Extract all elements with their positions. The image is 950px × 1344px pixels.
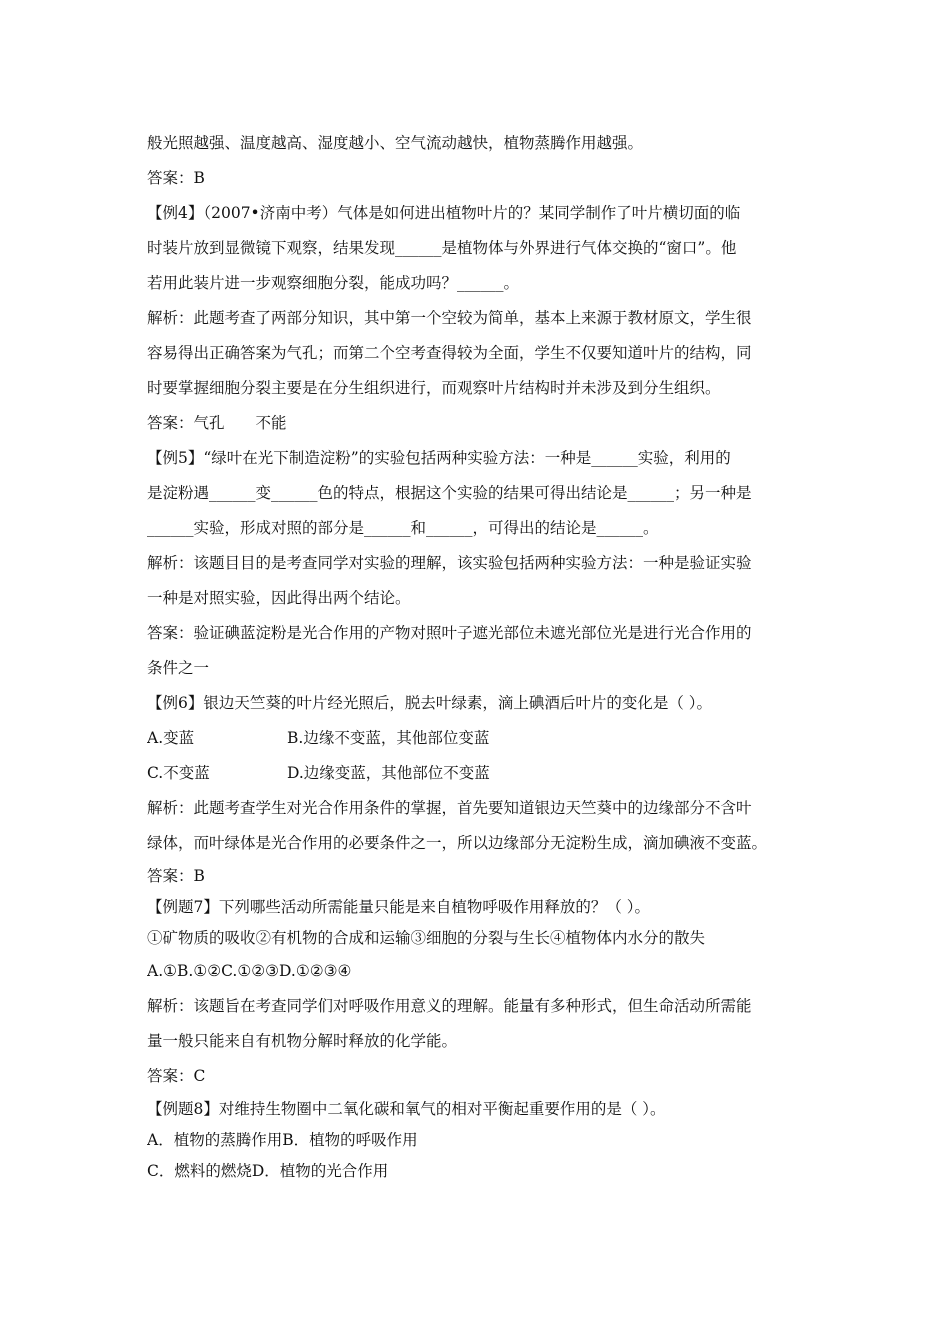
answer-line: 答案：验证碘蓝淀粉是光合作用的产物对照叶子遮光部位未遮光部位光是进行光合作用的 [147,624,752,642]
text-line: ______实验，形成对照的部分是______和______，可得出的结论是______。 [147,519,659,537]
example-7-question: 【例题7】下列哪些活动所需能量只能是来自植物呼吸作用释放的？（ ）。 [147,898,651,916]
text-line: 绿体，而叶绿体是光合作用的必要条件之一，所以边缘部分无淀粉生成，滴加碘液不变蓝。 [147,834,768,852]
example-8-question: 【例题8】对维持生物圈中二氧化碳和氧气的相对平衡起重要作用的是（ ）。 [147,1100,666,1118]
analysis-line: 解析：该题旨在考查同学们对呼吸作用意义的理解。能量有多种形式，但生命活动所需能 [147,997,752,1015]
text-line: 时要掌握细胞分裂主要是在分生组织进行，而观察叶片结构时并未涉及到分生组织。 [147,379,721,397]
example-5-question: 【例5】“绿叶在光下制造淀粉”的实验包括两种实验方法：一种是______实验，利用的 [147,449,731,467]
option-c: C.不变蓝 [147,764,210,782]
text-line: 时装片放到显微镜下观察，结果发现______是植物体与外界进行气体交换的“窗口”。他 [147,239,737,257]
text-line: 般光照越强、温度越高、湿度越小、空气流动越快，植物蒸腾作用越强。 [147,134,644,152]
example-4-question: 【例4】（2007•济南中考）气体是如何进出植物叶片的？某同学制作了叶片横切面的临 [147,204,741,222]
option-row [147,756,812,791]
text-line: 是淀粉遇______变______色的特点，根据这个实验的结果可得出结论是______；另一种是 [147,484,752,502]
options-line: C．燃料的燃烧D．植物的光合作用 [147,1162,389,1180]
document-body [147,126,812,1187]
answer-line: 答案：B [147,169,205,187]
options-line: A．植物的蒸腾作用B．植物的呼吸作用 [147,1131,418,1149]
analysis-line: 解析：该题目目的是考查同学对实验的理解，该实验包括两种实验方法：一种是验证实验 [147,554,752,572]
text-line: 若用此装片进一步观察细胞分裂，能成功吗？______。 [147,274,520,292]
text-line: 容易得出正确答案为气孔；而第二个空考查得较为全面，学生不仅要知道叶片的结构，同 [147,344,752,362]
answer-line: 答案：气孔 不能 [147,414,287,432]
option-row [147,721,812,756]
text-line: ①矿物质的吸收②有机物的合成和运输③细胞的分裂与生长④植物体内水分的散失 [147,929,706,947]
option-d: D.边缘变蓝，其他部位不变蓝 [287,764,490,782]
text-line: 条件之一 [147,659,210,677]
option-a: A.变蓝 [147,729,195,747]
analysis-line: 解析：此题考查了两部分知识，其中第一个空较为简单，基本上来源于教材原文，学生很 [147,309,752,327]
example-6-question: 【例6】银边天竺葵的叶片经光照后，脱去叶绿素，滴上碘酒后叶片的变化是（ ）。 [147,694,713,712]
text-line: 一种是对照实验，因此得出两个结论。 [147,589,411,607]
analysis-line: 解析：此题考查学生对光合作用条件的掌握，首先要知道银边天竺葵中的边缘部分不含叶 [147,799,752,817]
text-line: 量一般只能来自有机物分解时释放的化学能。 [147,1032,458,1050]
option-b: B.边缘不变蓝，其他部位变蓝 [287,729,490,747]
options-line: A.①B.①②C.①②③D.①②③④ [147,962,352,980]
answer-line: 答案：B [147,867,205,885]
answer-line: 答案：C [147,1067,206,1085]
